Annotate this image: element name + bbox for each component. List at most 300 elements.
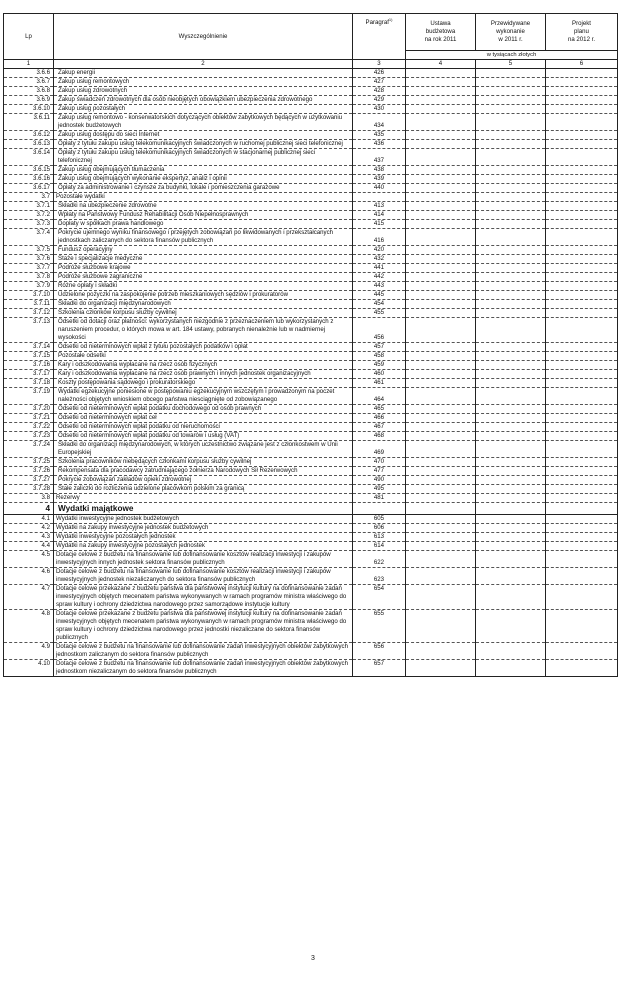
row-lp: 3.7.1 [4,202,54,211]
row-lp: 3.7.21 [4,414,54,423]
row-ustawa-value [406,485,476,494]
row-paragraph: 481 [353,494,406,503]
row-paragraph: 413 [353,202,406,211]
row-lp: 3.7.9 [4,282,54,291]
table-row [4,467,618,476]
row-wykonanie-value [476,105,546,114]
row-wykonanie-value [476,405,546,414]
row-projekt-value [546,300,618,309]
row-ustawa-value [406,379,476,388]
row-projekt-value [546,524,618,533]
row-description: Pozostałe odsetki [54,352,353,361]
row-description: Pokrycie zobowiązań zakładów opieki zdrowotnej [54,476,353,485]
row-wykonanie-value [476,220,546,229]
table-row [4,318,618,343]
row-lp: 4.7 [4,585,54,610]
row-description: Dotacje celowe z budżetu na finansowanie lub dofinansowanie kosztów realizacji inwestycji i zakupów inwestycyjnych jednostek niezaliczanych do sektora finansów publicznych [54,568,353,585]
row-description: Stałe zaliczki do rozliczenia udzielone placówkom polskim za granicą [54,485,353,494]
row-description: Dotacje celowe z budżetu na finansowanie lub dofinansowanie zadań inwestycyjnych obiektów zabytkowych jednostkom niezaliczanym do sektora finansów publicznych [54,660,353,677]
row-paragraph: 622 [353,551,406,568]
row-wykonanie-value [476,370,546,379]
row-ustawa-value [406,361,476,370]
row-description: Odsetki od nieterminowych wpłat podatku od towarów i usług (VAT) [54,432,353,441]
row-ustawa-value [406,309,476,318]
row-wykonanie-value [476,533,546,542]
table-row [4,515,618,524]
row-wykonanie-value [476,423,546,432]
row-lp: 3.8 [4,494,54,503]
row-description: Wydatki na zakupy inwestycyjne pozostałych jednostek [54,542,353,551]
row-wykonanie-value [476,273,546,282]
row-projekt-value [546,467,618,476]
row-wykonanie-value [476,432,546,441]
row-projekt-value [546,432,618,441]
row-wykonanie-value [476,140,546,149]
row-paragraph: 613 [353,533,406,542]
row-wykonanie-value [476,211,546,220]
table-row [4,388,618,405]
row-projekt-value [546,140,618,149]
row-ustawa-value [406,193,476,202]
row-paragraph: 442 [353,273,406,282]
row-ustawa-value [406,96,476,105]
row-lp: 3.6.9 [4,96,54,105]
row-wykonanie-value [476,458,546,467]
table-row [4,193,618,202]
row-projekt-value [546,229,618,246]
row-wykonanie-value [476,643,546,660]
section-row [4,503,618,515]
row-paragraph: 456 [353,318,406,343]
row-lp: 4 [4,503,54,515]
row-projekt-value [546,343,618,352]
table-row [4,551,618,568]
table-row [4,69,618,78]
row-lp: 4.8 [4,610,54,643]
row-description: Pozostałe wydatki [54,193,353,202]
row-lp: 4.2 [4,524,54,533]
row-description: Składki do organizacji międzynarodowych [54,300,353,309]
row-ustawa-value [406,105,476,114]
row-projekt-value [546,87,618,96]
row-lp: 3.6.15 [4,166,54,175]
row-description: Zakup usług obejmujących wykonanie ekspertyz, analiz i opinii [54,175,353,184]
row-projekt-value [546,149,618,166]
header-wykonanie: Przewidywane wykonanie w 2011 r. [476,14,546,51]
row-ustawa-value [406,273,476,282]
row-projekt-value [546,193,618,202]
row-paragraph: 477 [353,467,406,476]
row-lp: 3.7.19 [4,388,54,405]
row-wykonanie-value [476,131,546,140]
row-projekt-value [546,318,618,343]
row-lp: 4.9 [4,643,54,660]
table-row [4,140,618,149]
row-lp: 3.7.7 [4,264,54,273]
row-paragraph: 468 [353,432,406,441]
row-paragraph: 420 [353,246,406,255]
row-wykonanie-value [476,515,546,524]
row-wykonanie-value [476,229,546,246]
row-paragraph: 429 [353,96,406,105]
row-paragraph: 437 [353,149,406,166]
row-ustawa-value [406,441,476,458]
row-ustawa-value [406,229,476,246]
row-wykonanie-value [476,379,546,388]
row-description: Odsetki od nieterminowych wpłat ceł [54,414,353,423]
row-wykonanie-value [476,149,546,166]
row-lp: 4.4 [4,542,54,551]
row-wykonanie-value [476,264,546,273]
col-number: 1 [4,60,54,69]
table-row [4,211,618,220]
row-projekt-value [546,370,618,379]
table-row [4,264,618,273]
row-wykonanie-value [476,291,546,300]
row-projekt-value [546,309,618,318]
table-row [4,485,618,494]
row-wykonanie-value [476,388,546,405]
row-description: Wydatki majątkowe [54,503,353,515]
row-paragraph: 459 [353,361,406,370]
row-lp: 3.7.14 [4,343,54,352]
row-description: Zakup usług remontowo - konserwatorskich dotyczących obiektów zabytkowych będących w użytkowaniu jednostek budżetowych [54,114,353,131]
row-lp: 3.7.22 [4,423,54,432]
row-projekt-value [546,405,618,414]
row-lp: 3.7.16 [4,361,54,370]
row-wykonanie-value [476,476,546,485]
row-lp: 3.6.7 [4,78,54,87]
row-paragraph: 432 [353,255,406,264]
row-wykonanie-value [476,610,546,643]
row-paragraph: 606 [353,524,406,533]
table-row [4,414,618,423]
row-ustawa-value [406,300,476,309]
row-wykonanie-value [476,184,546,193]
row-projekt-value [546,441,618,458]
row-projekt-value [546,379,618,388]
row-ustawa-value [406,414,476,423]
row-wykonanie-value [476,78,546,87]
header-unit: w tysiącach złotych [406,51,618,60]
row-ustawa-value [406,542,476,551]
row-description: Fundusz operacyjny [54,246,353,255]
row-projekt-value [546,476,618,485]
row-projekt-value [546,533,618,542]
row-wykonanie-value [476,352,546,361]
table-row [4,166,618,175]
row-wykonanie-value [476,255,546,264]
row-lp: 3.7.23 [4,432,54,441]
table-row [4,585,618,610]
table-row [4,220,618,229]
row-description: Zakup usług zdrowotnych [54,87,353,96]
table-row [4,78,618,87]
table-row [4,494,618,503]
row-ustawa-value [406,405,476,414]
table-row [4,87,618,96]
row-wykonanie-value [476,175,546,184]
row-description: Wydatki inwestycyjne jednostek budżetowych [54,515,353,524]
row-projekt-value [546,105,618,114]
row-ustawa-value [406,423,476,432]
row-ustawa-value [406,211,476,220]
row-paragraph: 467 [353,423,406,432]
row-paragraph: 614 [353,542,406,551]
table-row [4,309,618,318]
row-wykonanie-value [476,114,546,131]
row-wykonanie-value [476,96,546,105]
table-row [4,246,618,255]
row-lp: 3.7 [4,193,54,202]
row-paragraph: 461 [353,379,406,388]
table-row [4,229,618,246]
row-description: Podróże służbowe krajowe [54,264,353,273]
row-ustawa-value [406,352,476,361]
row-projekt-value [546,423,618,432]
row-ustawa-value [406,282,476,291]
row-paragraph: 657 [353,660,406,677]
row-wykonanie-value [476,660,546,677]
table-row [4,643,618,660]
table-row [4,175,618,184]
row-paragraph: 470 [353,458,406,467]
row-projekt-value [546,551,618,568]
row-description: Dotacje celowe przekazane z budżetu państwa dla państwowej instytucji kultury na dofinansowanie zadań inwestycyjnych objętych mecenatem państwa wykonywanych w ramach programów ministra właściwego do spraw kultury i ochrony dziedzictwa narodowego przez samorządowe instytucje kultury [54,585,353,610]
row-projekt-value [546,352,618,361]
table-row [4,352,618,361]
row-description: Rezerwy [54,494,353,503]
row-projekt-value [546,131,618,140]
row-paragraph: 427 [353,78,406,87]
row-projekt-value [546,494,618,503]
row-wykonanie-value [476,309,546,318]
table-row [4,149,618,166]
row-lp: 3.6.17 [4,184,54,193]
row-lp: 4.1 [4,515,54,524]
row-projekt-value [546,114,618,131]
header-paragraph: Paragraf$^{1)}$ [353,14,406,60]
table-row [4,96,618,105]
row-paragraph: 460 [353,370,406,379]
row-lp: 4.6 [4,568,54,585]
row-ustawa-value [406,220,476,229]
table-row [4,202,618,211]
row-paragraph: 426 [353,69,406,78]
row-description: Wpłaty na Państwowy Fundusz Rehabilitacji Osób Niepełnosprawnych [54,211,353,220]
row-ustawa-value [406,643,476,660]
row-projekt-value [546,69,618,78]
row-ustawa-value [406,78,476,87]
row-wykonanie-value [476,202,546,211]
row-ustawa-value [406,202,476,211]
row-projekt-value [546,202,618,211]
row-wykonanie-value [476,343,546,352]
table-row [4,476,618,485]
row-projekt-value [546,568,618,585]
row-wykonanie-value [476,542,546,551]
row-lp: 3.6.13 [4,140,54,149]
row-wykonanie-value [476,282,546,291]
row-ustawa-value [406,494,476,503]
header-ustawa: Ustawa budżetowa na rok 2011 [406,14,476,51]
row-description: Dotacje celowe przekazane z budżetu państwa dla państwowej instytucji kultury na dofinansowanie zadań inwestycyjnych objętych mecenatem państwa wykonywanych w ramach programów ministra właściwego do spraw kultury i ochrony dziedzictwa narodowego przez jednostki niezaliczane do sektora finansów publicznych [54,610,353,643]
row-paragraph: 656 [353,643,406,660]
row-lp: 3.6.6 [4,69,54,78]
row-lp: 3.7.10 [4,291,54,300]
row-paragraph: 445 [353,291,406,300]
row-projekt-value [546,361,618,370]
row-paragraph: 415 [353,220,406,229]
row-lp: 4.3 [4,533,54,542]
row-wykonanie-value [476,494,546,503]
col-number: 4 [406,60,476,69]
row-ustawa-value [406,87,476,96]
row-lp: 3.7.4 [4,229,54,246]
row-description: Zakup energii [54,69,353,78]
row-paragraph: 490 [353,476,406,485]
row-description: Składki do organizacji międzynarodowych, w których uczestnictwo związane jest z członkostwem w Unii Europejskiej [54,441,353,458]
row-ustawa-value [406,432,476,441]
row-paragraph: 455 [353,309,406,318]
row-description: Zakup usług obejmujących tłumaczenia [54,166,353,175]
row-paragraph: 458 [353,352,406,361]
table-row [4,273,618,282]
row-description: Odsetki od dotacji oraz płatności: wykorzystanych niezgodnie z przeznaczeniem lub wykorzystanych z naruszeniem procedur, o których mowa w art. 184 ustawy, pobranych nienależnie lub w nadmiernej wysokości [54,318,353,343]
table-row [4,361,618,370]
row-paragraph: 441 [353,264,406,273]
header-description: Wyszczególnienie [54,14,353,60]
row-description: Dopłaty w spółkach prawa handlowego [54,220,353,229]
row-wykonanie-value [476,503,546,515]
row-ustawa-value [406,585,476,610]
row-description: Dotacje celowe z budżetu na finansowanie lub dofinansowanie zadań inwestycyjnych obiektów zabytkowych jednostkom zaliczanym do sektora finansów publicznych [54,643,353,660]
table-row [4,458,618,467]
row-lp: 3.6.11 [4,114,54,131]
row-projekt-value [546,610,618,643]
table-body [4,69,618,677]
row-projekt-value [546,485,618,494]
row-lp: 3.7.25 [4,458,54,467]
row-paragraph: 457 [353,343,406,352]
row-wykonanie-value [476,551,546,568]
row-ustawa-value [406,140,476,149]
table-row [4,423,618,432]
row-paragraph: 605 [353,515,406,524]
table-row [4,432,618,441]
row-paragraph: 440 [353,184,406,193]
row-wykonanie-value [476,414,546,423]
row-projekt-value [546,643,618,660]
row-projekt-value [546,660,618,677]
row-paragraph: 435 [353,131,406,140]
row-paragraph [353,193,406,202]
row-description: Podróże służbowe zagraniczne [54,273,353,282]
row-wykonanie-value [476,441,546,458]
row-paragraph: 434 [353,114,406,131]
row-ustawa-value [406,343,476,352]
row-description: Zakup usług remontowych [54,78,353,87]
row-ustawa-value [406,246,476,255]
row-description: Opłaty z tytułu zakupu usług telekomunikacyjnych świadczonych w ruchomej publicznej sieci telefonicznej [54,140,353,149]
row-description: Staże i specjalizacje medyczne [54,255,353,264]
row-ustawa-value [406,503,476,515]
row-paragraph [353,503,406,515]
row-ustawa-value [406,255,476,264]
row-ustawa-value [406,131,476,140]
header-lp: Lp [4,14,54,60]
row-wykonanie-value [476,467,546,476]
col-number: 6 [546,60,618,69]
row-lp: 3.7.28 [4,485,54,494]
row-projekt-value [546,282,618,291]
row-description: Odsetki od nieterminowych wpłat z tytułu pozostałych podatków i opłat [54,343,353,352]
row-lp: 3.6.14 [4,149,54,166]
row-paragraph: 466 [353,414,406,423]
row-projekt-value [546,246,618,255]
row-paragraph: 495 [353,485,406,494]
row-lp: 3.6.8 [4,87,54,96]
row-wykonanie-value [476,246,546,255]
row-projekt-value [546,273,618,282]
row-ustawa-value [406,149,476,166]
row-projekt-value [546,175,618,184]
table-row [4,542,618,551]
row-paragraph: 465 [353,405,406,414]
row-wykonanie-value [476,361,546,370]
row-lp: 3.7.11 [4,300,54,309]
row-lp: 3.7.20 [4,405,54,414]
row-description: Różne opłaty i składki [54,282,353,291]
row-paragraph: 439 [353,175,406,184]
row-paragraph: 623 [353,568,406,585]
row-projekt-value [546,585,618,610]
row-ustawa-value [406,467,476,476]
table-row [4,379,618,388]
row-paragraph: 454 [353,300,406,309]
row-description: Wydatki na zakupy inwestycyjne jednostek budżetowych [54,524,353,533]
row-wykonanie-value [476,166,546,175]
row-ustawa-value [406,458,476,467]
table-row [4,370,618,379]
row-ustawa-value [406,515,476,524]
table-row [4,114,618,131]
row-paragraph: 436 [353,140,406,149]
row-lp: 3.7.18 [4,379,54,388]
table-row [4,343,618,352]
table-row [4,533,618,542]
table-row [4,300,618,309]
row-paragraph: 655 [353,610,406,643]
expenditure-table [3,13,618,677]
row-description: Wydatki inwestycyjne pozostałych jednostek [54,533,353,542]
row-ustawa-value [406,114,476,131]
row-projekt-value [546,96,618,105]
row-ustawa-value [406,370,476,379]
row-ustawa-value [406,184,476,193]
row-ustawa-value [406,318,476,343]
row-description: Pokrycie ujemnego wyniku finansowego i przejętych zobowiązań po likwidowanych i przekształcanych jednostkach zaliczanych do sektora finansów publicznych [54,229,353,246]
row-ustawa-value [406,175,476,184]
row-ustawa-value [406,476,476,485]
table-row [4,610,618,643]
row-paragraph: 654 [353,585,406,610]
row-lp: 3.6.10 [4,105,54,114]
row-description: Kary i odszkodowania wypłacane na rzecz osób fizycznych [54,361,353,370]
row-paragraph: 416 [353,229,406,246]
row-paragraph: 414 [353,211,406,220]
table-row [4,441,618,458]
